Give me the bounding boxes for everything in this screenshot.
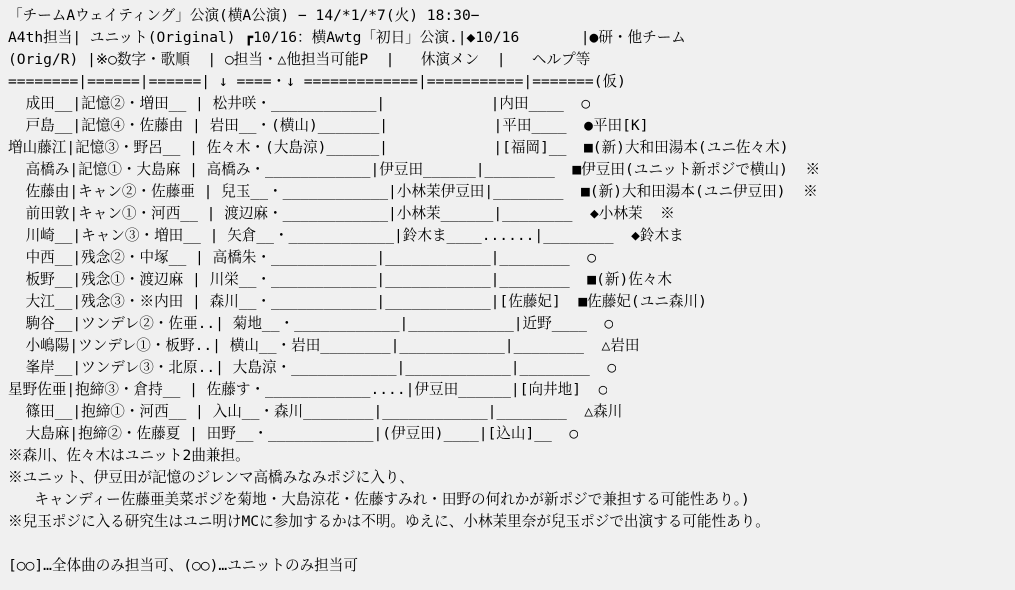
header-row: A4th担当| ユニット(Original) ┏10/16：横Awtg「初日」公演.|◆10/16 |●研・他チーム xyxy=(8,29,686,46)
table-row: 小嶋陽|ツンデレ①・板野..| 横山__・岩田________|____________|________ △岩田 xyxy=(8,337,640,354)
note-line: ※ユニット、伊豆田が記憶のジレンマ高橋みなみポジに入り、 xyxy=(8,469,414,486)
note-line: ※森川、佐々木はユニット2曲兼担。 xyxy=(8,447,250,464)
table-row: 駒谷__|ツンデレ②・佐亜..| 菊地__・____________|____________|近野____ ○ xyxy=(8,315,614,332)
header-row: (Orig/R) |※○数字・歌順 | ○担当・△他担当可能P | 休演メン | ヘルプ等 xyxy=(8,51,591,68)
note-line: キャンディー佐藤亜美菜ポジを菊地・大島涼花・佐藤すみれ・田野の何れかが新ポジで兼担する可能性あり。) xyxy=(8,491,750,508)
table-row: 篠田__|抱締①・河西__ | 入山__・森川________|____________|________ △森川 xyxy=(8,403,623,420)
table-row: 星野佐亜|抱締③・倉持__ | 佐藤す・____________....|伊豆田______|[向井地] ○ xyxy=(8,381,608,398)
table-row: 佐藤由|キャン②・佐藤亜 | 兒玉__・____________|小林茉伊豆田|________ ■(新)大和田湯本(ユニ伊豆田) ※ xyxy=(8,183,818,200)
table-row: 成田__|記憶②・増田__ | 松井咲・____________| |内田____ ○ xyxy=(8,95,591,112)
header-row: ========|======|======| ↓ ====・↓ =============|===========|=======(仮) xyxy=(8,73,626,90)
note-line: [○○]…全体曲のみ担当可、(○○)…ユニットのみ担当可 xyxy=(8,557,358,574)
table-row: 前田敦|キャン①・河西__ | 渡辺麻・____________|小林茉______|________ ◆小林茉 ※ xyxy=(8,205,675,222)
table-row: 大江__|残念③・※内田 | 森川__・____________|____________|[佐藤妃] ■佐藤妃(ユニ森川) xyxy=(8,293,707,310)
page-title: 「チームAウェイティング」公演(横A公演) − 14/*1/*7(火) 18:30− xyxy=(8,7,480,24)
table-row: 高橋み|記憶①・大島麻 | 高橋み・____________|伊豆田______|________ ■伊豆田(ユニット新ポジで横山) ※ xyxy=(8,161,821,178)
table-row: 大島麻|抱締②・佐藤夏 | 田野__・____________|(伊豆田)____|[込山]__ ○ xyxy=(8,425,579,442)
table-row: 峯岸__|ツンデレ③・北原..| 大島涼・____________|____________|________ ○ xyxy=(8,359,617,376)
table-row: 川崎__|キャン③・増田__ | 矢倉__・____________|鈴木ま____......|________ ◆鈴木ま xyxy=(8,227,684,244)
note-line: ※兒玉ポジに入る研究生はユニ明けMCに参加するかは不明。ゆえに、小林茉里奈が兒玉ポジで出演する可能性あり。 xyxy=(8,513,770,530)
table-row: 中西__|残念②・中塚__ | 高橋朱・____________|____________|________ ○ xyxy=(8,249,597,266)
table-row: 戸島__|記憶④・佐藤由 | 岩田__・(横山)_______| |平田____ ●平田[K] xyxy=(8,117,649,134)
table-row: 板野__|残念①・渡辺麻 | 川栄__・____________|____________|________ ■(新)佐々木 xyxy=(8,271,673,288)
table-row: 増山藤江|記憶③・野呂__ | 佐々木・(大島涼)______| |[福岡]__ ■(新)大和田湯本(ユニ佐々木) xyxy=(8,139,789,156)
